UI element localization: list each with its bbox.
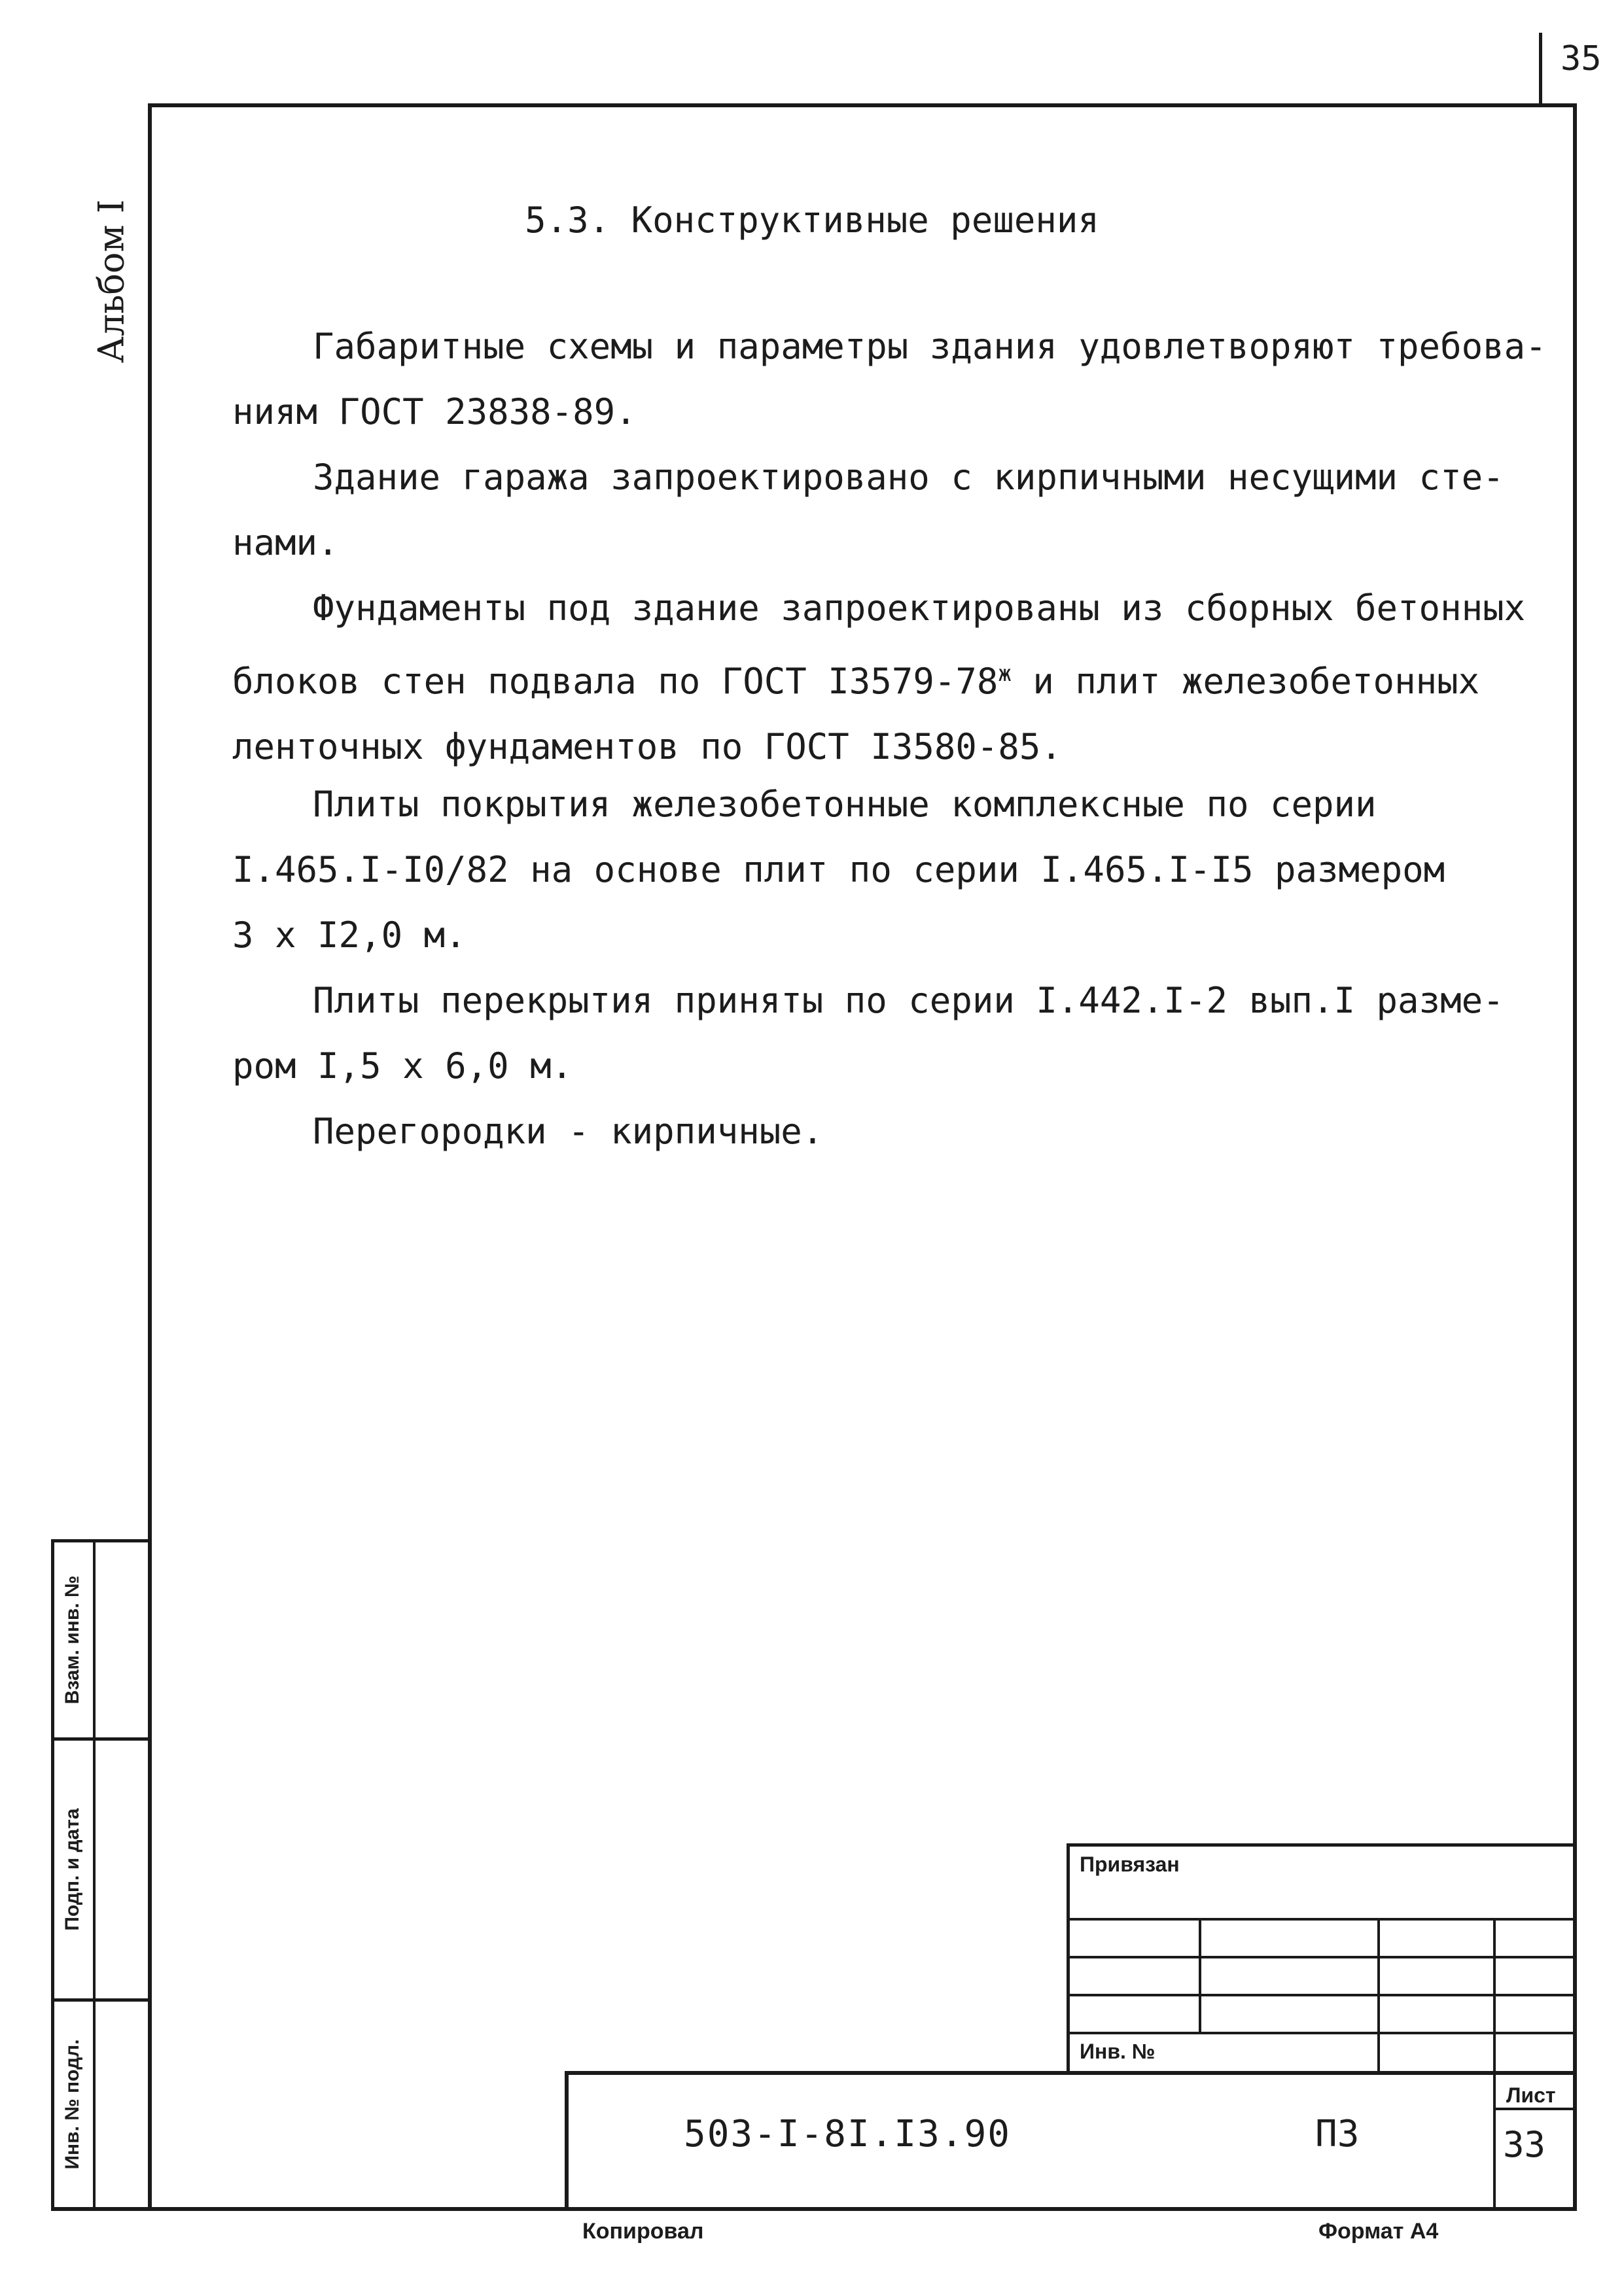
paragraph-line: ленточных фундаментов по ГОСТ I3580-85. xyxy=(232,726,1062,767)
album-label: Альбом I xyxy=(90,199,132,364)
vzam-inv-stamp: Взам. инв. № xyxy=(62,1575,83,1705)
paragraph-line: I.465.I-I0/82 на основе плит по серии I.465.I-I5 размером xyxy=(232,849,1445,890)
sheet-label: Лист xyxy=(1506,2083,1556,2107)
binding-table-row-1 xyxy=(1067,1918,1577,1921)
paragraph-2 xyxy=(232,445,1504,576)
binding-table-row-3 xyxy=(1067,1994,1577,1996)
sheet-number: 33 xyxy=(1503,2124,1546,2165)
podp-data-stamp: Подп. и дата xyxy=(62,1808,83,1931)
superscript-mark: ж xyxy=(998,661,1012,687)
paragraph-line: 3 x I2,0 м. xyxy=(232,914,467,956)
paragraph-line: Фундаменты под здание запроектированы из сборных бетонных xyxy=(313,587,1526,629)
privyazan-label: Привязан xyxy=(1080,1852,1180,1876)
paragraph-6 xyxy=(232,1099,1489,1164)
inv-no-label: Инв. № xyxy=(1080,2040,1156,2063)
section-heading: 5.3. Конструктивные решения xyxy=(525,200,1099,241)
sheet-label-divider xyxy=(1493,2108,1577,2110)
paragraph-line: нами. xyxy=(232,522,339,563)
page-number: 35 xyxy=(1561,39,1602,78)
title-block-top xyxy=(565,2071,1577,2075)
binding-table-col-2 xyxy=(1377,1918,1380,2072)
paragraph-line: Плиты перекрытия приняты по серии I.442.I-2 вып.I разме- xyxy=(313,980,1504,1021)
paragraph-5 xyxy=(232,968,1504,1099)
binding-table-row-2 xyxy=(1067,1956,1577,1958)
document-code: 503-I-8I.I3.90 xyxy=(684,2113,1012,2155)
binding-table-col-3 xyxy=(1493,1918,1496,2211)
paragraph-line: Плиты покрытия железобетонные комплексные по серии xyxy=(313,784,1377,825)
inv-podl-stamp: Инв. № подл. xyxy=(62,2039,83,2170)
title-block-left xyxy=(565,2071,569,2211)
frame-top xyxy=(149,103,1577,107)
paragraph-line: ниям ГОСТ 23838-89. xyxy=(232,391,637,432)
paragraph-line: блоков стен подвала по ГОСТ $I3579-78^ж$ и плит железобетонных xyxy=(232,661,1480,702)
paragraph-4 xyxy=(232,772,1489,968)
paragraph-line: Перегородки - кирпичные. xyxy=(313,1111,824,1152)
paragraph-line: Габаритные схемы и параметры здания удовлетворяют требова- xyxy=(313,326,1547,367)
binding-table-row-4 xyxy=(1067,2032,1577,2034)
binding-table-col-1 xyxy=(1199,1918,1201,2033)
copied-by-label: Копировал xyxy=(582,2219,704,2244)
frame-bottom xyxy=(51,2207,1577,2211)
page-number-divider xyxy=(1539,33,1542,105)
binding-table-top xyxy=(1067,1843,1577,1847)
paragraph-line: Здание гаража запроектировано с кирпичными несущими сте- xyxy=(313,457,1504,498)
paragraph-3 xyxy=(232,576,1526,780)
frame-right xyxy=(1573,103,1577,2211)
document-type: ПЗ xyxy=(1315,2113,1360,2155)
paragraph-line: ром I,5 x 6,0 м. xyxy=(232,1045,573,1087)
format-label: Формат А4 xyxy=(1318,2219,1439,2244)
paragraph-1 xyxy=(232,314,1547,445)
